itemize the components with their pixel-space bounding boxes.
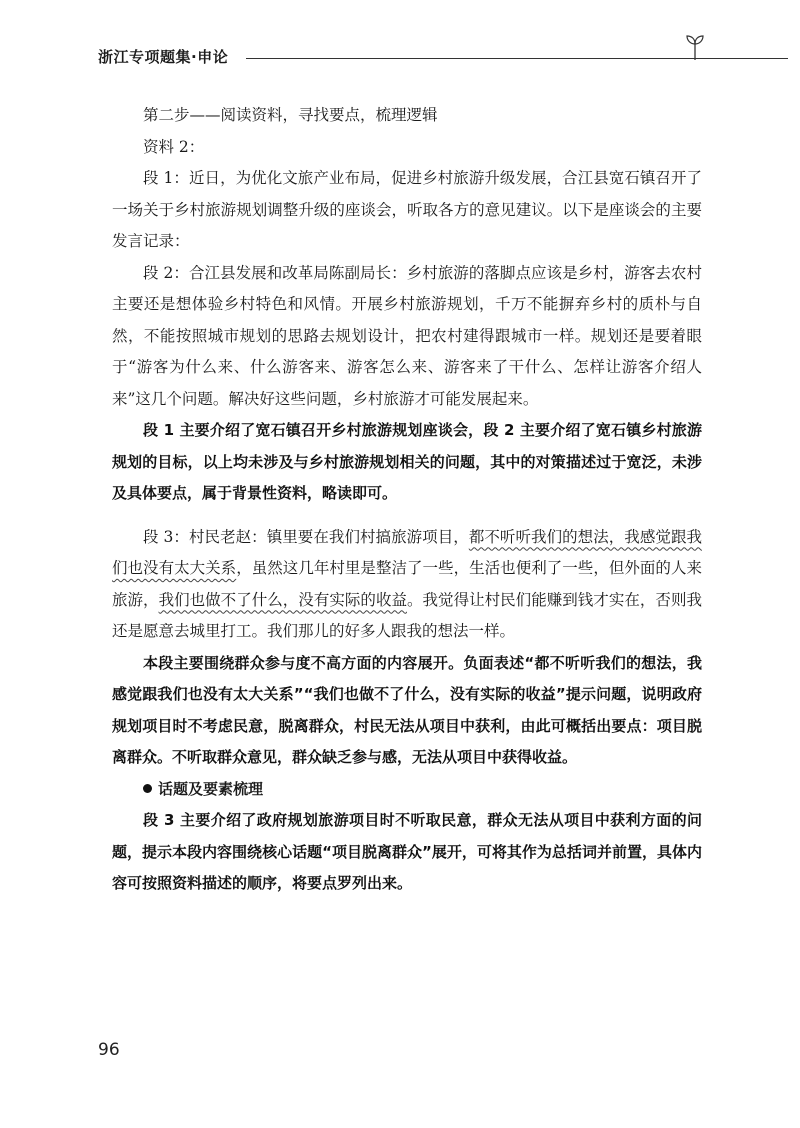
- bullet-dot-icon: [143, 784, 152, 793]
- paragraph-2: 段 2：合江县发展和改革局陈副局长：乡村旅游的落脚点应该是乡村，游客去农村主要还是想体验乡村特色和风情。开展乡村旅游规划，千万不能摒弃乡村的质朴与自然，不能按照城市规划的思路去规划设计，把农村建得跟城市一样。规划还是要着眼于“游客为什么来、什么游客来、游客怎么来、游客来了干什么、怎样让游客介绍人来”这几个问题。解决好这些问题，乡村旅游才可能发展起来。: [112, 263, 702, 408]
- page-number: 96: [98, 1040, 120, 1060]
- spacer: [112, 510, 702, 522]
- highlighted-phrase: 我们也做不了什么，没有实际的收益: [158, 590, 407, 609]
- bullet-heading-text: 话题及要素梳理: [158, 779, 264, 798]
- paragraph-3-text: ，虽然这几年村里是整洁了一些，生活也便利了一些，但外面的人来旅游，: [112, 559, 702, 609]
- material-label: 资料 2：: [143, 137, 205, 156]
- step-title: 第二步——阅读资料，寻找要点，梳理逻辑: [143, 106, 438, 124]
- book-title: 浙江专项题集·申论: [98, 48, 229, 66]
- page-header: [98, 44, 718, 74]
- paragraph-3-text: 。我觉得让村民们能赚到钱才实在，否则我还是愿意去城里打工。我们那儿的好多人跟我的想法一样。: [112, 590, 702, 640]
- sprout-icon: [684, 32, 706, 62]
- analysis-1: 段 1 主要介绍了宽石镇召开乡村旅游规划座谈会，段 2 主要介绍了宽石镇乡村旅游规划的目标，以上均未涉及与乡村旅游规划相关的问题，其中的对策描述过于宽泛，未涉及具体要点，属于背景性资料，略读即可。: [112, 421, 702, 502]
- paragraph-3-text: 段 3：村民老赵：镇里要在我们村搞旅游项目，: [143, 527, 469, 546]
- highlighted-phrase: 都不听听我们的想法，我感觉跟我们也没有太大关系: [112, 527, 702, 577]
- analysis-2: 本段主要围绕群众参与度不高方面的内容展开。负面表述“都不听听我们的想法，我感觉跟我们也没有太大关系”“我们也做不了什么，没有实际的收益”提示问题，说明政府规划项目时不考虑民意，脱离群众，村民无法从项目中获利，由此可概括出要点：项目脱离群众。不听取群众意见，群众缺乏参与感，无法从项目中获得收益。: [112, 653, 702, 766]
- paragraph-1: 段 1：近日，为优化文旅产业布局，促进乡村旅游升级发展，合江县宽石镇召开了一场关于乡村旅游规划调整升级的座谈会，听取各方的意见建议。以下是座谈会的主要发言记录：: [112, 169, 702, 250]
- header-rule: [246, 58, 788, 59]
- page-content: [112, 100, 702, 900]
- paragraph-3: [112, 522, 702, 648]
- analysis-3: 段 3 主要介绍了政府规划旅游项目时不听取民意，群众无法从项目中获利方面的问题，提示本段内容围绕核心话题“项目脱离群众”展开，可将其作为总括词并前置，具体内容可按照资料描述的顺序，将要点罗列出来。: [112, 811, 702, 892]
- bullet-heading: [112, 774, 702, 806]
